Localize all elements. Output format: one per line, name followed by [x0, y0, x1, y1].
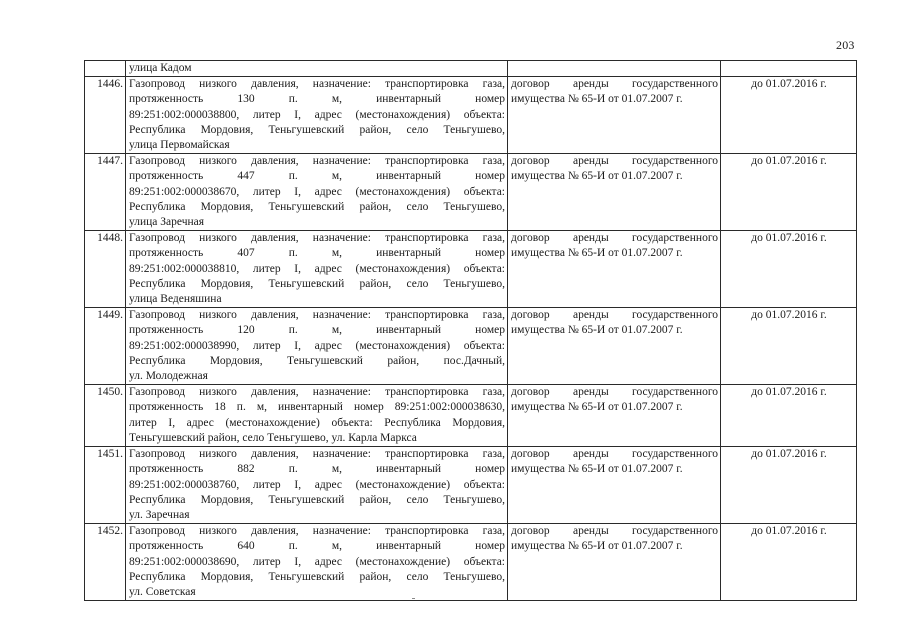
row-number: 1448.: [97, 232, 123, 245]
row-number-cell: [85, 77, 126, 154]
scan-speck: [412, 598, 415, 599]
term-cell: [721, 308, 857, 385]
row-number-cell: [85, 447, 126, 524]
description-line: протяженность 882 п. м, инвентарный номер: [129, 463, 505, 476]
description-line: Газопровод низкого давления, назначение: транспортировка газа,: [129, 309, 505, 322]
description-line: 89:251:002:000038800, литер I, адрес (местонахождения) объекта:: [129, 108, 505, 121]
table-row: [85, 524, 857, 601]
description-line: Республика Мордовия, Теньгушевский район, село Теньгушево,: [129, 570, 505, 583]
description-line: Республика Мордовия, Теньгушевский район, пос.Дачный,: [129, 354, 505, 367]
term-date: до 01.07.2016 г.: [751, 232, 827, 245]
description-line: протяженность 130 п. м, инвентарный номер: [129, 93, 505, 106]
term-cell: [721, 385, 857, 447]
row-number: 1449.: [97, 309, 123, 322]
term-date: до 01.07.2016 г.: [751, 448, 827, 461]
page-number: 203: [836, 38, 855, 52]
row-number-cell: [85, 308, 126, 385]
object-description-cell: [126, 154, 508, 231]
term-cell: [721, 154, 857, 231]
row-number: 1450.: [97, 386, 123, 399]
contract-line: имущества № 65-И от 01.07.2007 г.: [511, 463, 683, 476]
term-date: до 01.07.2016 г.: [751, 155, 827, 168]
description-line: Газопровод низкого давления, назначение: транспортировка газа,: [129, 78, 505, 91]
table-row: [85, 231, 857, 308]
description-line: улица Заречная: [129, 216, 205, 229]
contract-line: имущества № 65-И от 01.07.2007 г.: [511, 247, 683, 260]
description-line: 89:251:002:000038810, литер I, адрес (местонахождения) объекта:: [129, 262, 505, 275]
term-cell: [721, 61, 857, 77]
contract-line: договор аренды государственного: [511, 386, 718, 399]
term-cell: [721, 524, 857, 601]
row-number-cell: [85, 61, 126, 77]
description-line: улица Первомайская: [129, 139, 230, 152]
contract-cell: [508, 447, 721, 524]
description-line: улица Веденяшина: [129, 293, 222, 306]
description-line: Газопровод низкого давления, назначение: транспортировка газа,: [129, 448, 505, 461]
description-line: 89:251:002:000038670, литер I, адрес (местонахождения) объекта:: [129, 185, 505, 198]
description-line: литер I, адрес (местонахождение) объекта: Республика Мордовия,: [129, 416, 505, 429]
description-line: протяженность 640 п. м, инвентарный номер: [129, 540, 505, 553]
object-description-cell: [126, 77, 508, 154]
object-description-cell: [126, 524, 508, 601]
row-number-cell: [85, 231, 126, 308]
contract-cell: [508, 308, 721, 385]
contract-line: имущества № 65-И от 01.07.2007 г.: [511, 324, 683, 337]
contract-cell: [508, 61, 721, 77]
term-cell: [721, 77, 857, 154]
continuation-row: [85, 61, 857, 77]
description-line: протяженность 18 п. м, инвентарный номер 89:251:002:000038630,: [129, 401, 505, 414]
description-line: ул. Заречная: [129, 509, 190, 522]
description-line: протяженность 447 п. м, инвентарный номер: [129, 170, 505, 183]
term-cell: [721, 231, 857, 308]
row-number: 1447.: [97, 155, 123, 168]
description-line: Республика Мордовия, Теньгушевский район, село Теньгушево,: [129, 493, 505, 506]
description-line: Республика Мордовия, Теньгушевский район, село Теньгушево,: [129, 277, 505, 290]
description-line: ул. Молодежная: [129, 370, 208, 383]
table-row: [85, 77, 857, 154]
row-number: 1451.: [97, 448, 123, 461]
description-line: 89:251:002:000038690, литер I, адрес (местонахождение) объекта:: [129, 555, 505, 568]
object-description-cell: [126, 385, 508, 447]
description-line: Республика Мордовия, Теньгушевский район, село Теньгушево,: [129, 123, 505, 136]
contract-line: договор аренды государственного: [511, 309, 718, 322]
contract-cell: [508, 154, 721, 231]
object-description-cell: [126, 231, 508, 308]
contract-line: договор аренды государственного: [511, 78, 718, 91]
table-row: [85, 308, 857, 385]
term-date: до 01.07.2016 г.: [751, 309, 827, 322]
table-row: [85, 154, 857, 231]
contract-line: имущества № 65-И от 01.07.2007 г.: [511, 93, 683, 106]
description-line: протяженность 120 п. м, инвентарный номер: [129, 324, 505, 337]
row-number: 1452.: [97, 525, 123, 538]
table-row: [85, 385, 857, 447]
table-row: [85, 447, 857, 524]
description-line: Газопровод низкого давления, назначение: транспортировка газа,: [129, 525, 505, 538]
property-registry-table: [84, 60, 857, 601]
term-cell: [721, 447, 857, 524]
contract-line: имущества № 65-И от 01.07.2007 г.: [511, 401, 683, 414]
contract-line: договор аренды государственного: [511, 155, 718, 168]
term-date: до 01.07.2016 г.: [751, 386, 827, 399]
description-line: Теньгушевский район, село Теньгушево, ул. Карла Маркса: [129, 431, 417, 444]
description-line: 89:251:002:000038760, литер I, адрес (местонахождение) объекта:: [129, 478, 505, 491]
description-line: Республика Мордовия, Теньгушевский район, село Теньгушево,: [129, 200, 505, 213]
contract-line: имущества № 65-И от 01.07.2007 г.: [511, 170, 683, 183]
continuation-text: улица Кадом: [129, 62, 192, 74]
contract-line: договор аренды государственного: [511, 525, 718, 538]
row-number-cell: [85, 154, 126, 231]
description-line: Газопровод низкого давления, назначение: транспортировка газа,: [129, 386, 505, 399]
description-line: Газопровод низкого давления, назначение: транспортировка газа,: [129, 155, 505, 168]
contract-line: договор аренды государственного: [511, 448, 718, 461]
object-description-cell: [126, 447, 508, 524]
row-number-cell: [85, 385, 126, 447]
row-number: 1446.: [97, 78, 123, 91]
description-line: ул. Советская: [129, 586, 196, 599]
contract-cell: [508, 524, 721, 601]
description-line: Газопровод низкого давления, назначение: транспортировка газа,: [129, 232, 505, 245]
contract-line: имущества № 65-И от 01.07.2007 г.: [511, 540, 683, 553]
contract-cell: [508, 385, 721, 447]
contract-cell: [508, 231, 721, 308]
term-date: до 01.07.2016 г.: [751, 78, 827, 91]
description-line: протяженность 407 п. м, инвентарный номер: [129, 247, 505, 260]
object-description-cell: [126, 308, 508, 385]
term-date: до 01.07.2016 г.: [751, 525, 827, 538]
row-number-cell: [85, 524, 126, 601]
contract-cell: [508, 77, 721, 154]
object-description-cell: [126, 61, 508, 77]
contract-line: договор аренды государственного: [511, 232, 718, 245]
registry-table-body: [85, 61, 857, 601]
description-line: 89:251:002:000038990, литер I, адрес (местонахождения) объекта:: [129, 339, 505, 352]
